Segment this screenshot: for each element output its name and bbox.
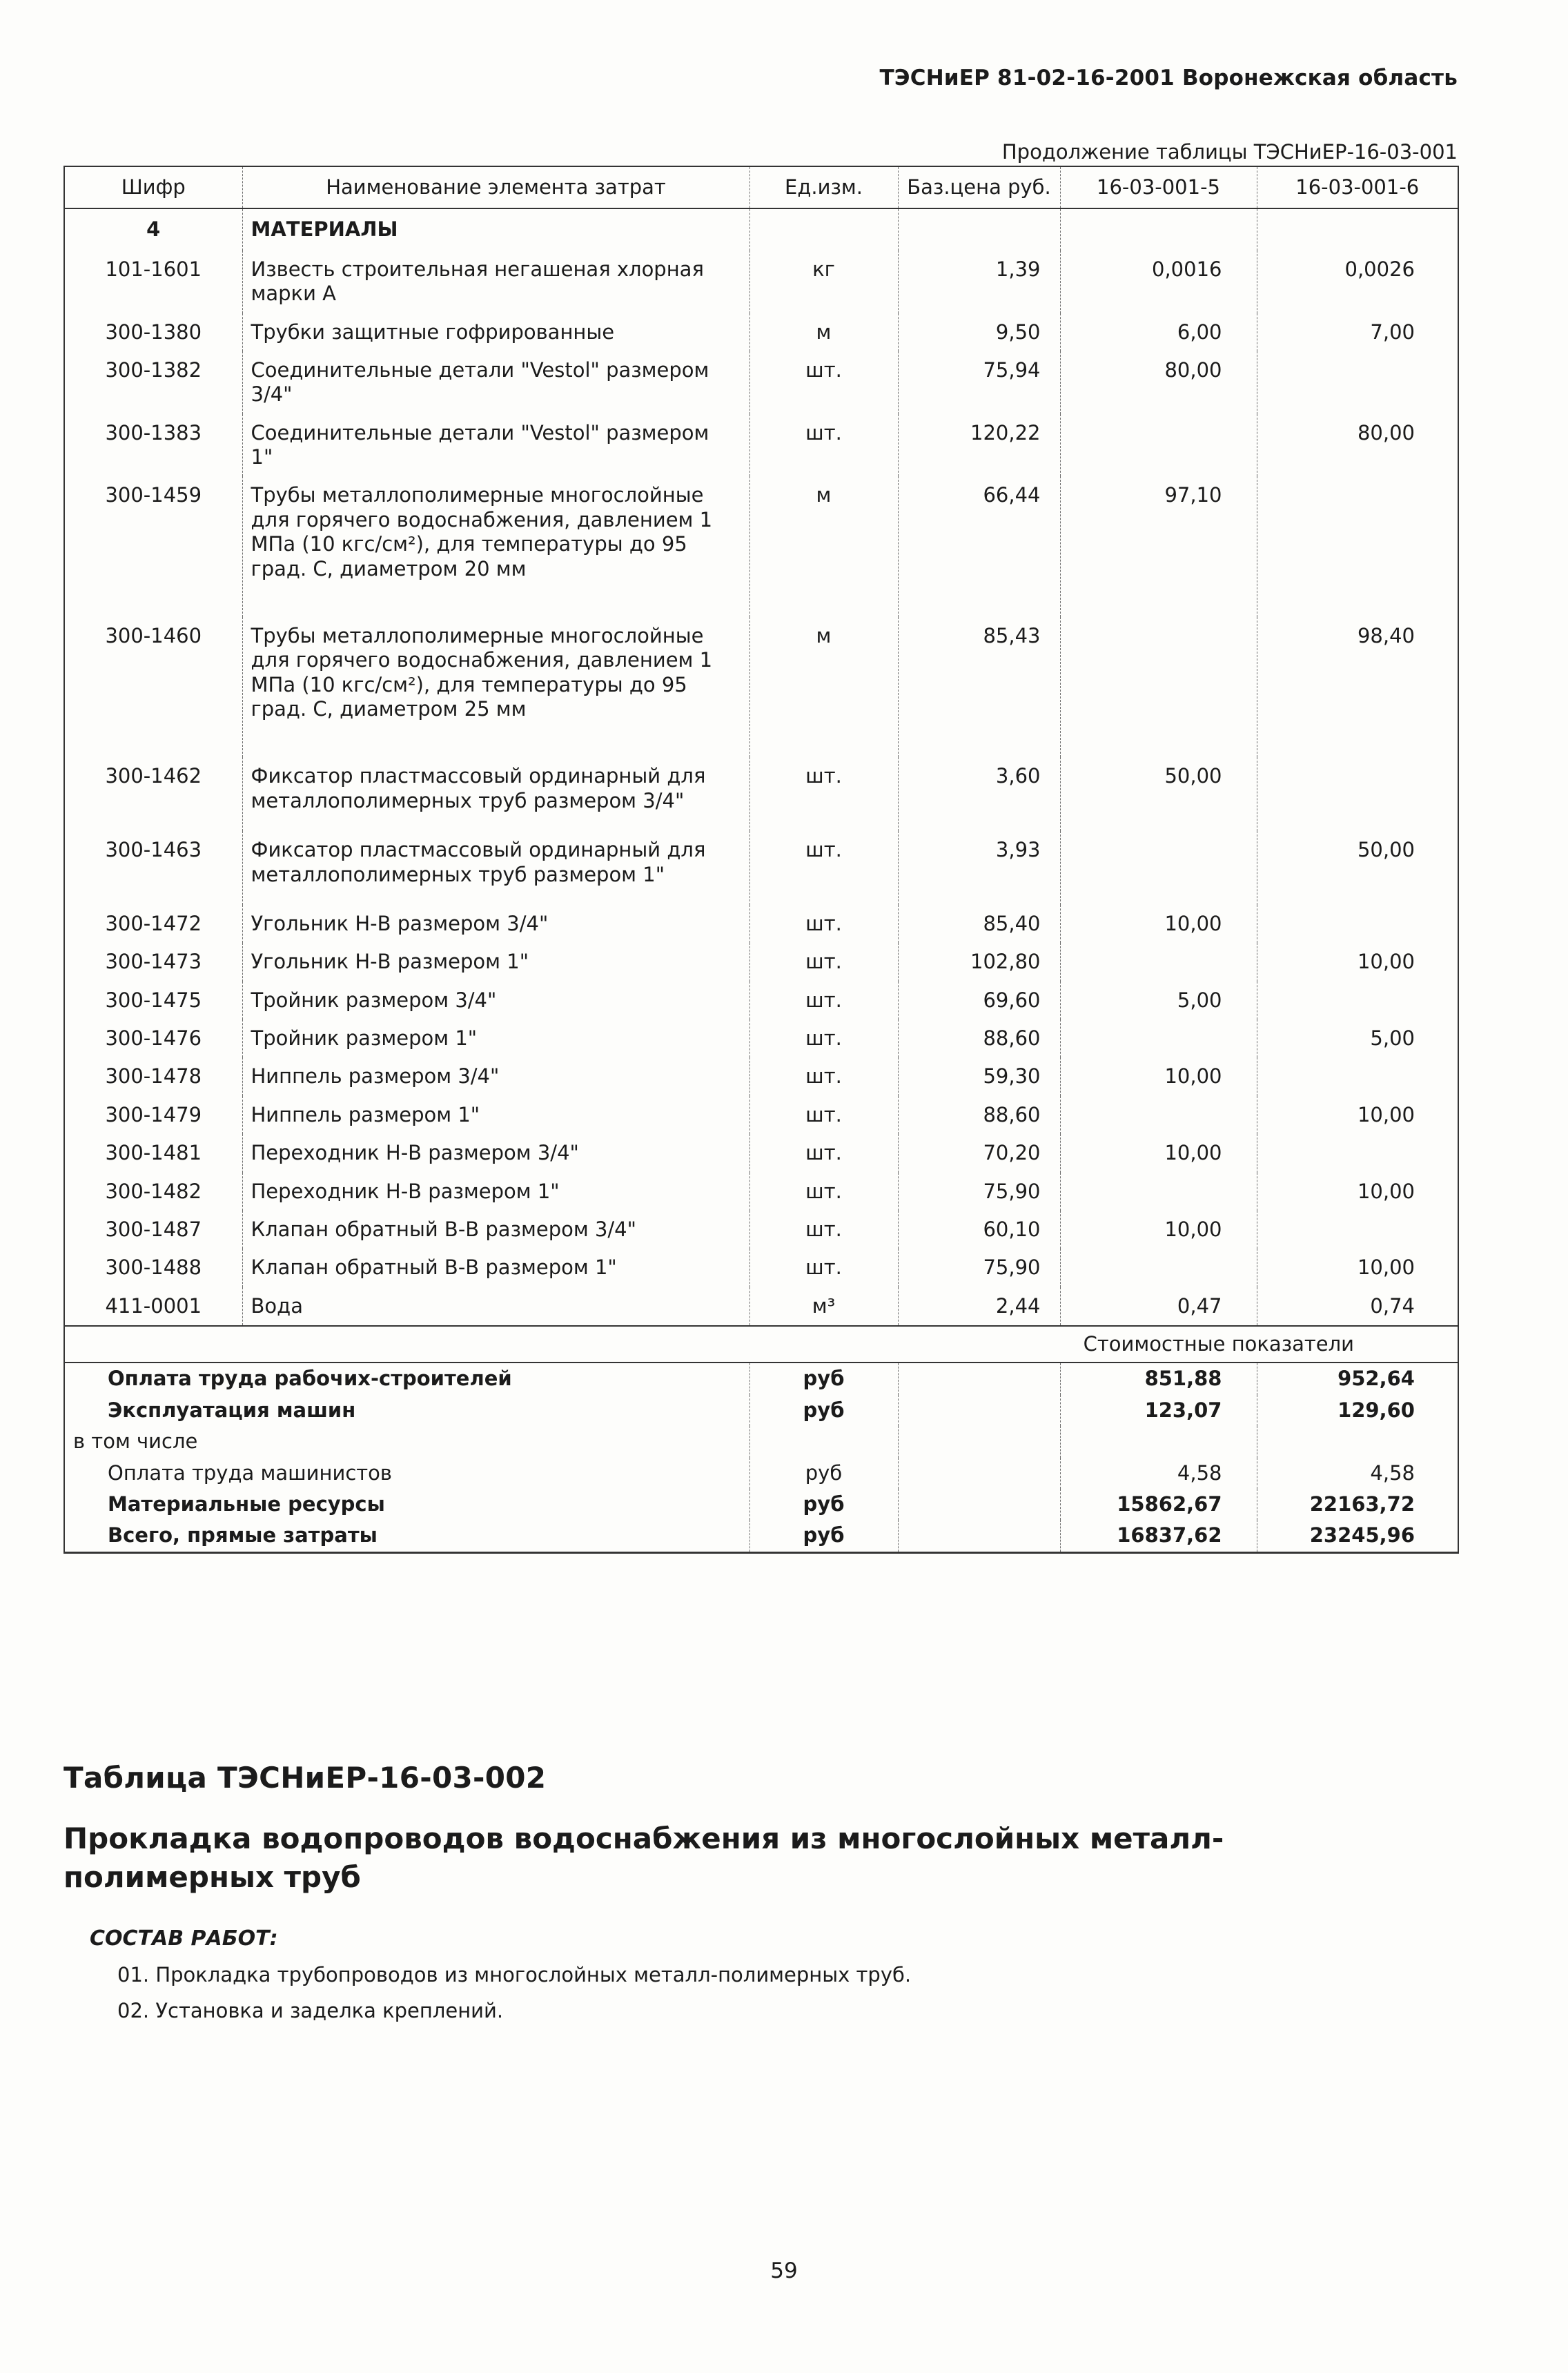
cell-unit: м [749, 476, 898, 617]
cost-tbody [64, 1326, 1458, 1552]
cost-row [64, 1426, 1458, 1457]
cell-code: 300-1481 [105, 1141, 202, 1165]
cost-v6: 952,64 [1257, 1363, 1458, 1394]
cost-v5: 15862,67 [1060, 1489, 1257, 1520]
cost-unit: руб [749, 1520, 898, 1552]
cell-v5: 0,47 [1060, 1287, 1257, 1326]
cost-name: Эксплуатация машин [108, 1398, 356, 1422]
cost-name: Всего, прямые затраты [108, 1523, 378, 1547]
cell-unit: шт. [749, 1249, 898, 1287]
cell-code: 300-1459 [105, 483, 202, 507]
cost-name: Материальные ресурсы [108, 1492, 385, 1516]
cell-price: 88,60 [898, 1019, 1060, 1057]
cell-code: 300-1472 [105, 911, 202, 935]
next-table-subtitle [63, 1819, 1458, 1897]
cell-v5 [1060, 1096, 1257, 1134]
cost-v6: 23245,96 [1257, 1520, 1458, 1552]
cell-v5 [1060, 1173, 1257, 1211]
section-row-materials [64, 208, 1458, 250]
cell-price: 69,60 [898, 982, 1060, 1019]
cell-name: Тройник размером 3/4" [242, 982, 749, 1019]
next-table-subtitle-line2: полимерных труб [63, 1860, 361, 1895]
cell-v5: 6,00 [1060, 313, 1257, 351]
cell-name: Угольник Н-В размером 3/4" [242, 905, 749, 943]
cell-unit: м [749, 617, 898, 758]
cell-price: 75,90 [898, 1249, 1060, 1287]
cost-row [64, 1395, 1458, 1426]
cell-v5: 10,00 [1060, 1211, 1257, 1249]
material-row [64, 351, 1458, 414]
cell-name: Трубы металлополимерные многослойные для горячего водоснабжения, давлением 1 МПа (10 кгс/см²), для температуры до 95 град. С, диаметром 20 мм [242, 476, 749, 617]
cost-v6: 129,60 [1257, 1395, 1458, 1426]
cell-code: 300-1479 [105, 1102, 202, 1126]
cell-code: 411-0001 [105, 1293, 202, 1318]
cell-name: Фиксатор пластмассовый ординарный для металлополимерных труб размером 1" [242, 831, 749, 905]
section-empty-cell [1257, 208, 1458, 250]
cell-name: Переходник Н-В размером 1" [242, 1173, 749, 1211]
cell-unit: шт. [749, 831, 898, 905]
material-row [64, 251, 1458, 313]
col-header-norm5: 16-03-001-5 [1060, 166, 1257, 208]
cost-unit: руб [749, 1363, 898, 1394]
cell-v6: 80,00 [1257, 414, 1458, 477]
cost-row [64, 1489, 1458, 1520]
material-row [64, 1211, 1458, 1249]
cost-name: Оплата труда рабочих-строителей [108, 1367, 512, 1391]
cell-v5: 0,0016 [1060, 251, 1257, 313]
material-row [64, 1019, 1458, 1057]
cell-unit: шт. [749, 1211, 898, 1249]
materials-tbody [64, 208, 1458, 1326]
cell-code: 300-1382 [105, 358, 202, 382]
cell-v5: 10,00 [1060, 1057, 1257, 1095]
cell-price: 60,10 [898, 1211, 1060, 1249]
cell-price: 3,60 [898, 757, 1060, 831]
cell-price: 9,50 [898, 313, 1060, 351]
material-row [64, 313, 1458, 351]
cell-v6: 7,00 [1257, 313, 1458, 351]
cell-price: 85,40 [898, 905, 1060, 943]
section-title: МАТЕРИАЛЫ [242, 208, 749, 250]
cell-code: 300-1383 [105, 420, 202, 445]
cell-unit: шт. [749, 1096, 898, 1134]
cell-v5: 10,00 [1060, 905, 1257, 943]
cost-unit: руб [749, 1395, 898, 1426]
cell-name: Тройник размером 1" [242, 1019, 749, 1057]
page-number: 59 [770, 2258, 798, 2283]
next-table-subtitle-line1: Прокладка водопроводов водоснабжения из многослойных металл- [63, 1821, 1224, 1855]
cell-v6 [1257, 1057, 1458, 1095]
cell-v5 [1060, 831, 1257, 905]
cell-v6: 10,00 [1257, 1096, 1458, 1134]
cell-unit: м [749, 313, 898, 351]
cell-name: Известь строительная негашеная хлорная марки А [242, 251, 749, 313]
cell-price: 75,90 [898, 1173, 1060, 1211]
cell-unit: кг [749, 251, 898, 313]
material-row [64, 617, 1458, 758]
cell-unit: шт. [749, 1019, 898, 1057]
cell-code: 300-1478 [105, 1064, 202, 1088]
section-empty-cell [1060, 208, 1257, 250]
col-header-price: Баз.цена руб. [898, 166, 1060, 208]
cost-row [64, 1363, 1458, 1394]
cell-v6 [1257, 1211, 1458, 1249]
col-header-code: Шифр [64, 166, 242, 208]
cell-v6 [1257, 757, 1458, 831]
cell-unit: шт. [749, 943, 898, 981]
cell-name: Трубы металлополимерные многослойные для горячего водоснабжения, давлением 1 МПа (10 кгс/см²), для температуры до 95 град. С, диаметром 25 мм [242, 617, 749, 758]
material-row [64, 905, 1458, 943]
cell-v5: 5,00 [1060, 982, 1257, 1019]
cost-elements-table [63, 166, 1459, 1554]
cell-v6 [1257, 1134, 1458, 1172]
cell-v6 [1257, 351, 1458, 414]
cell-v6: 10,00 [1257, 943, 1458, 981]
section-empty-cell [749, 208, 898, 250]
cell-name: Угольник Н-В размером 1" [242, 943, 749, 981]
cell-v5 [1060, 617, 1257, 758]
cell-unit: шт. [749, 1057, 898, 1095]
cell-name: Ниппель размером 3/4" [242, 1057, 749, 1095]
material-row [64, 1096, 1458, 1134]
document-header: ТЭСНиЕР 81-02-16-2001 Воронежская область [879, 66, 1458, 90]
cell-code: 300-1473 [105, 950, 202, 974]
cost-row [64, 1520, 1458, 1552]
cell-v6: 0,0026 [1257, 251, 1458, 313]
cost-price [898, 1489, 1060, 1520]
material-row [64, 1173, 1458, 1211]
material-row [64, 757, 1458, 831]
cell-name: Клапан обратный В-В размером 3/4" [242, 1211, 749, 1249]
cell-v6: 98,40 [1257, 617, 1458, 758]
cost-v5: 851,88 [1060, 1363, 1257, 1394]
cell-price: 70,20 [898, 1134, 1060, 1172]
material-row [64, 982, 1458, 1019]
cost-indicators-row [64, 1326, 1458, 1363]
col-header-name: Наименование элемента затрат [242, 166, 749, 208]
cell-v6: 50,00 [1257, 831, 1458, 905]
cell-price: 1,39 [898, 251, 1060, 313]
cell-unit: шт. [749, 351, 898, 414]
cost-price [898, 1458, 1060, 1489]
cell-price: 66,44 [898, 476, 1060, 617]
cell-v5 [1060, 414, 1257, 477]
cell-code: 300-1482 [105, 1179, 202, 1203]
cell-code: 300-1488 [105, 1256, 202, 1280]
cell-price: 2,44 [898, 1287, 1060, 1326]
cost-v6: 22163,72 [1257, 1489, 1458, 1520]
cost-v5 [1060, 1426, 1257, 1457]
cell-v6: 10,00 [1257, 1173, 1458, 1211]
cell-price: 59,30 [898, 1057, 1060, 1095]
cell-name: Клапан обратный В-В размером 1" [242, 1249, 749, 1287]
cell-name: Вода [242, 1287, 749, 1326]
material-row [64, 1057, 1458, 1095]
cell-v5 [1060, 1019, 1257, 1057]
cost-unit: руб [749, 1489, 898, 1520]
cell-code: 300-1475 [105, 988, 202, 1012]
cell-code: 101-1601 [105, 257, 202, 281]
cost-price [898, 1520, 1060, 1552]
material-row [64, 414, 1458, 477]
cost-name: в том числе [73, 1429, 198, 1454]
cell-unit: шт. [749, 757, 898, 831]
cell-v5: 50,00 [1060, 757, 1257, 831]
material-row [64, 831, 1458, 905]
cell-v6: 10,00 [1257, 1249, 1458, 1287]
cost-unit: руб [749, 1458, 898, 1489]
cell-price: 3,93 [898, 831, 1060, 905]
cell-v6: 0,74 [1257, 1287, 1458, 1326]
cell-code: 300-1380 [105, 320, 202, 344]
cost-v6 [1257, 1426, 1458, 1457]
cell-v6: 5,00 [1257, 1019, 1458, 1057]
work-scope-label: СОСТАВ РАБОТ: [90, 1926, 278, 1951]
cost-price [898, 1395, 1060, 1426]
cell-code: 300-1463 [105, 838, 202, 862]
cell-name: Переходник Н-В размером 3/4" [242, 1134, 749, 1172]
cell-unit: шт. [749, 1173, 898, 1211]
cost-price [898, 1363, 1060, 1394]
cell-code: 300-1476 [105, 1026, 202, 1050]
col-header-unit: Ед.изм. [749, 166, 898, 208]
cell-unit: шт. [749, 905, 898, 943]
col-header-norm6: 16-03-001-6 [1257, 166, 1458, 208]
material-row [64, 943, 1458, 981]
section-code: 4 [146, 217, 161, 242]
material-row [64, 1249, 1458, 1287]
cost-name: Оплата труда машинистов [108, 1461, 392, 1485]
cost-indicators-label: Стоимостные показатели [64, 1326, 1458, 1363]
section-empty-cell [898, 208, 1060, 250]
cost-v5: 4,58 [1060, 1458, 1257, 1489]
cell-price: 85,43 [898, 617, 1060, 758]
cost-price [898, 1426, 1060, 1457]
cell-unit: шт. [749, 1134, 898, 1172]
cell-code: 300-1460 [105, 623, 202, 647]
cell-code: 300-1487 [105, 1217, 202, 1241]
material-row [64, 476, 1458, 617]
work-scope-item-2: 02. Установка и заделка креплений. [117, 1999, 504, 2022]
cell-unit: шт. [749, 414, 898, 477]
cost-v5: 123,07 [1060, 1395, 1257, 1426]
table-header-row [64, 166, 1458, 208]
cell-price: 88,60 [898, 1096, 1060, 1134]
cell-v5 [1060, 1249, 1257, 1287]
cell-name: Трубки защитные гофрированные [242, 313, 749, 351]
cell-unit: шт. [749, 982, 898, 1019]
cell-v5: 10,00 [1060, 1134, 1257, 1172]
cell-unit: м³ [749, 1287, 898, 1326]
cost-unit [749, 1426, 898, 1457]
cost-v6: 4,58 [1257, 1458, 1458, 1489]
cell-v5: 80,00 [1060, 351, 1257, 414]
cell-name: Фиксатор пластмассовый ординарный для металлополимерных труб размером 3/4" [242, 757, 749, 831]
material-row [64, 1287, 1458, 1326]
cell-name: Ниппель размером 1" [242, 1096, 749, 1134]
cell-price: 75,94 [898, 351, 1060, 414]
cell-v5 [1060, 943, 1257, 981]
material-row [64, 1134, 1458, 1172]
cell-code: 300-1462 [105, 764, 202, 788]
cell-name: Соединительные детали "Vestol" размером 1" [242, 414, 749, 477]
cell-v5: 97,10 [1060, 476, 1257, 617]
cell-price: 120,22 [898, 414, 1060, 477]
table-continuation-note: Продолжение таблицы ТЭСНиЕР-16-03-001 [1001, 140, 1458, 164]
next-table-title: Таблица ТЭСНиЕР-16-03-002 [63, 1760, 547, 1795]
cell-name: Соединительные детали "Vestol" размером 3/4" [242, 351, 749, 414]
cell-v6 [1257, 905, 1458, 943]
cell-v6 [1257, 982, 1458, 1019]
cost-v5: 16837,62 [1060, 1520, 1257, 1552]
cell-price: 102,80 [898, 943, 1060, 981]
work-scope-item-1: 01. Прокладка трубопроводов из многослойных металл-полимерных труб. [117, 1963, 912, 1986]
cell-v6 [1257, 476, 1458, 617]
cost-row [64, 1458, 1458, 1489]
